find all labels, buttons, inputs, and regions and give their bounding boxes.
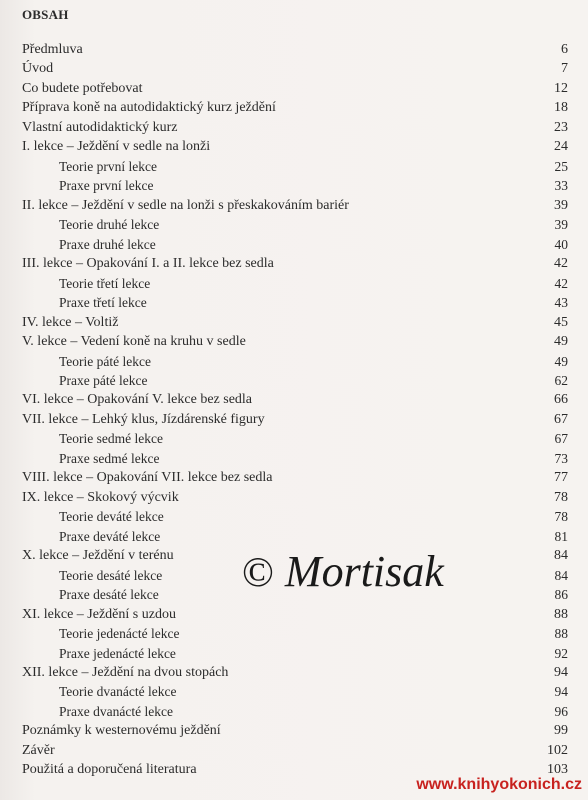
toc-page-number: 25 [554,158,568,174]
toc-entry-title: Praxe první lekce [59,178,154,194]
toc-subentry [22,157,568,176]
toc-entry [22,721,568,740]
toc-entry [22,332,568,351]
toc-entry-title: VI. lekce – Opakování V. lekce bez sedla [22,392,253,408]
toc-entry-title: Poznámky k westernovému ježdění [22,723,221,739]
toc-page-number: 103 [547,762,568,778]
toc-page-number: 73 [554,450,568,466]
toc-page-number: 92 [554,645,568,661]
toc-subentry [22,235,568,254]
toc-page-number: 33 [554,178,568,194]
toc-entry-title: Teorie deváté lekce [59,509,164,525]
toc-entry-title: II. lekce – Ježdění v sedle na lonži s přeskakováním bariér [22,197,349,213]
toc-entry-title: Teorie páté lekce [59,353,151,369]
toc-page-number: 96 [554,703,568,719]
toc-entry-title: XI. lekce – Ježdění s uzdou [22,606,176,622]
toc-entry-title: Praxe sedmé lekce [59,450,160,466]
toc-page-number: 39 [554,217,568,233]
toc-subentry [22,527,568,546]
toc-entry [22,468,568,487]
toc-page-number: 67 [554,431,568,447]
table-of-contents [22,40,568,780]
toc-page-number: 43 [554,295,568,311]
toc-entry-title: Praxe deváté lekce [59,528,161,544]
toc-entry [22,59,568,78]
toc-page-number: 81 [554,528,568,544]
toc-entry-title: Teorie desáté lekce [59,567,163,583]
toc-entry [22,196,568,215]
toc-subentry [22,371,568,390]
toc-entry-title: XII. lekce – Ježdění na dvou stopách [22,665,229,680]
toc-subentry [22,449,568,468]
toc-entry-title: Teorie jedenácté lekce [59,626,180,642]
toc-page-number: 86 [554,587,568,603]
toc-entry-title: V. lekce – Vedení koně na kruhu v sedle [22,334,246,350]
toc-page-number: 42 [554,275,568,291]
toc-page-number: 102 [547,742,568,758]
watermark-text: Mortisak [284,547,444,596]
toc-entry [22,390,568,409]
toc-entry-title: Co budete potřebovat [22,80,143,96]
toc-page-number: 66 [554,392,568,408]
toc-entry [22,254,568,273]
toc-page-number: 67 [554,411,568,427]
toc-page-number: 84 [554,548,568,564]
toc-entry-title: VII. lekce – Lehký klus, Jízdárenské figury [22,411,265,427]
toc-entry-title: Vlastní autodidaktický kurz [22,119,178,135]
toc-entry-title: Předmluva [22,42,83,57]
copyright-symbol: © [242,550,274,596]
toc-entry [22,40,568,59]
toc-page-number: 84 [554,567,568,583]
copyright-watermark [242,546,444,597]
toc-entry-title: Teorie dvanácté lekce [59,684,177,700]
toc-page-number: 49 [554,334,568,350]
toc-page-number: 94 [554,684,568,700]
toc-entry [22,741,568,760]
toc-entry-title: VIII. lekce – Opakování VII. lekce bez sedla [22,470,273,486]
toc-entry-title: Teorie první lekce [59,158,158,174]
toc-page-number: 94 [554,665,568,680]
toc-entry-title: IX. lekce – Skokový výcvik [22,489,179,505]
toc-page-number: 88 [554,626,568,642]
toc-page-number: 24 [554,139,568,155]
toc-page-number: 78 [554,489,568,505]
toc-entry-title: Praxe dvanácté lekce [59,703,173,719]
toc-page-number: 49 [554,353,568,369]
toc-entry [22,118,568,137]
toc-page-number: 99 [554,723,568,739]
toc-subentry [22,352,568,371]
toc-entry-title: III. lekce – Opakování I. a II. lekce bez sedla [22,256,274,272]
toc-entry [22,663,568,682]
toc-page-number: 12 [554,80,568,96]
toc-entry-title: Praxe druhé lekce [59,236,156,252]
toc-page-number: 39 [554,197,568,213]
toc-page-number: 6 [561,42,568,57]
contents-heading: OBSAH [22,7,69,22]
toc-entry-title: Použitá a doporučená literatura [22,762,197,778]
toc-entry [22,410,568,429]
toc-entry-title: X. lekce – Ježdění v terénu [22,548,174,564]
toc-entry [22,98,568,117]
toc-entry-title: Úvod [22,61,54,77]
toc-page-number: 62 [554,372,568,388]
toc-subentry [22,293,568,312]
toc-entry-title: Teorie třetí lekce [59,275,151,291]
website-watermark: www.knihyokonich.cz [416,776,582,793]
toc-page-number: 18 [554,100,568,116]
toc-entry-title: Příprava koně na autodidaktický kurz ježdění [22,100,276,116]
toc-entry-title: IV. lekce – Voltiž [22,314,119,330]
toc-entry [22,79,568,98]
toc-entry-title: Praxe jedenácté lekce [59,645,176,661]
toc-subentry [22,274,568,293]
toc-entry [22,488,568,507]
toc-subentry [22,215,568,234]
toc-page-number: 42 [554,256,568,272]
toc-entry-title: Teorie sedmé lekce [59,431,163,447]
toc-subentry [22,702,568,721]
toc-entry [22,313,568,332]
toc-entry-title: Závěr [22,742,55,758]
toc-entry-title: Praxe třetí lekce [59,295,147,311]
toc-entry-title: Praxe desáté lekce [59,587,159,603]
toc-entry-title: Teorie druhé lekce [59,217,160,233]
toc-subentry [22,176,568,195]
toc-subentry [22,624,568,643]
toc-entry-title: I. lekce – Ježdění v sedle na lonži [22,139,211,155]
toc-page-number: 88 [554,606,568,622]
toc-subentry [22,644,568,663]
toc-entry-title: Praxe páté lekce [59,372,148,388]
toc-page-number: 78 [554,509,568,525]
toc-subentry [22,507,568,526]
toc-subentry [22,682,568,701]
toc-subentry [22,429,568,448]
toc-page-number: 77 [554,470,568,486]
toc-page-number: 7 [561,61,568,77]
toc-entry [22,137,568,156]
toc-page-number: 40 [554,236,568,252]
toc-page-number: 45 [554,314,568,330]
toc-page-number: 23 [554,119,568,135]
toc-entry [22,605,568,624]
